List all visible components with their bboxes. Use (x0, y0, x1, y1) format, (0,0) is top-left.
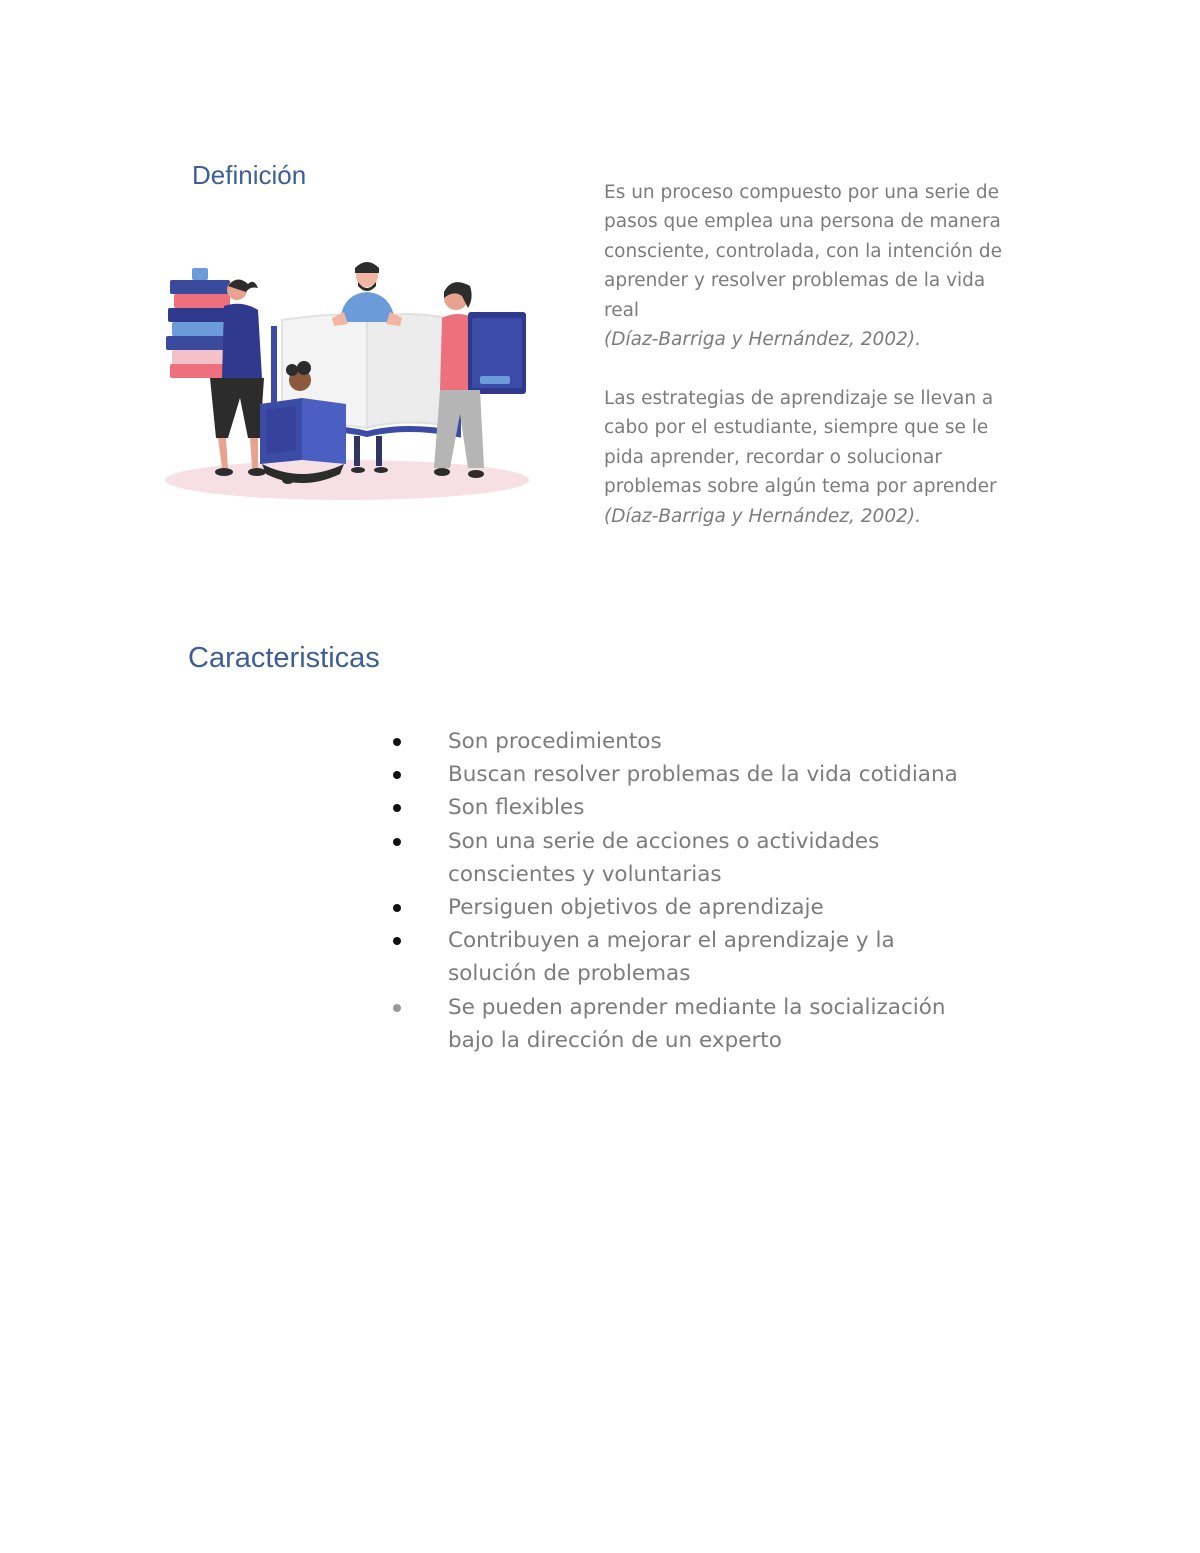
definition-paragraph (604, 178, 1014, 354)
strategies-citation: (Díaz-Barriga y Hernández, 2002). (604, 505, 921, 527)
list-item-text: Buscan resolver problemas de la vida cotidiana (448, 762, 958, 788)
characteristics-heading: Caracteristicas (188, 642, 380, 674)
characteristics-list (390, 725, 990, 1057)
list-item-text: Son flexibles (448, 795, 585, 821)
list-item-text: Son una serie de acciones o actividades conscientes y voluntarias (448, 828, 880, 887)
people-reading-books-illustration (162, 228, 554, 528)
list-item-text: Se pueden aprender mediante la socialización bajo la dirección de un experto (448, 994, 946, 1053)
list-item (390, 791, 968, 824)
list-item (390, 991, 968, 1057)
bullet-icon (393, 838, 401, 846)
list-item-text: Persiguen objetivos de aprendizaje (448, 895, 824, 921)
bullet-icon (393, 937, 401, 945)
list-item (390, 725, 968, 758)
list-item-text: Contribuyen a mejorar el aprendizaje y la solución de problemas (448, 928, 895, 987)
bullet-icon (393, 1004, 401, 1012)
woman-carrying-books (166, 268, 266, 476)
woman-holding-blue-book (434, 282, 526, 478)
bullet-icon (393, 904, 401, 912)
definition-citation: (Díaz-Barriga y Hernández, 2002). (604, 329, 921, 351)
bullet-icon (393, 771, 401, 779)
list-item (390, 825, 968, 891)
list-item (390, 891, 968, 924)
list-item (390, 924, 968, 990)
list-item-text: Son procedimientos (448, 729, 662, 754)
strategies-text: Las estrategias de aprendizaje se llevan a cabo por el estudiante, siempre que se le pida aprender, recordar o solucionar problemas sobre algún tema por aprender (604, 388, 997, 498)
bullet-icon (393, 738, 401, 746)
bullet-icon (393, 804, 401, 812)
definition-text: Es un proceso compuesto por una serie de pasos que emplea una persona de manera consciente, controlada, con la intención de aprender y resolver problemas de la vida real (604, 182, 1003, 321)
strategies-paragraph (604, 384, 1014, 531)
list-item (390, 758, 968, 791)
definition-heading: Definición (192, 160, 307, 190)
